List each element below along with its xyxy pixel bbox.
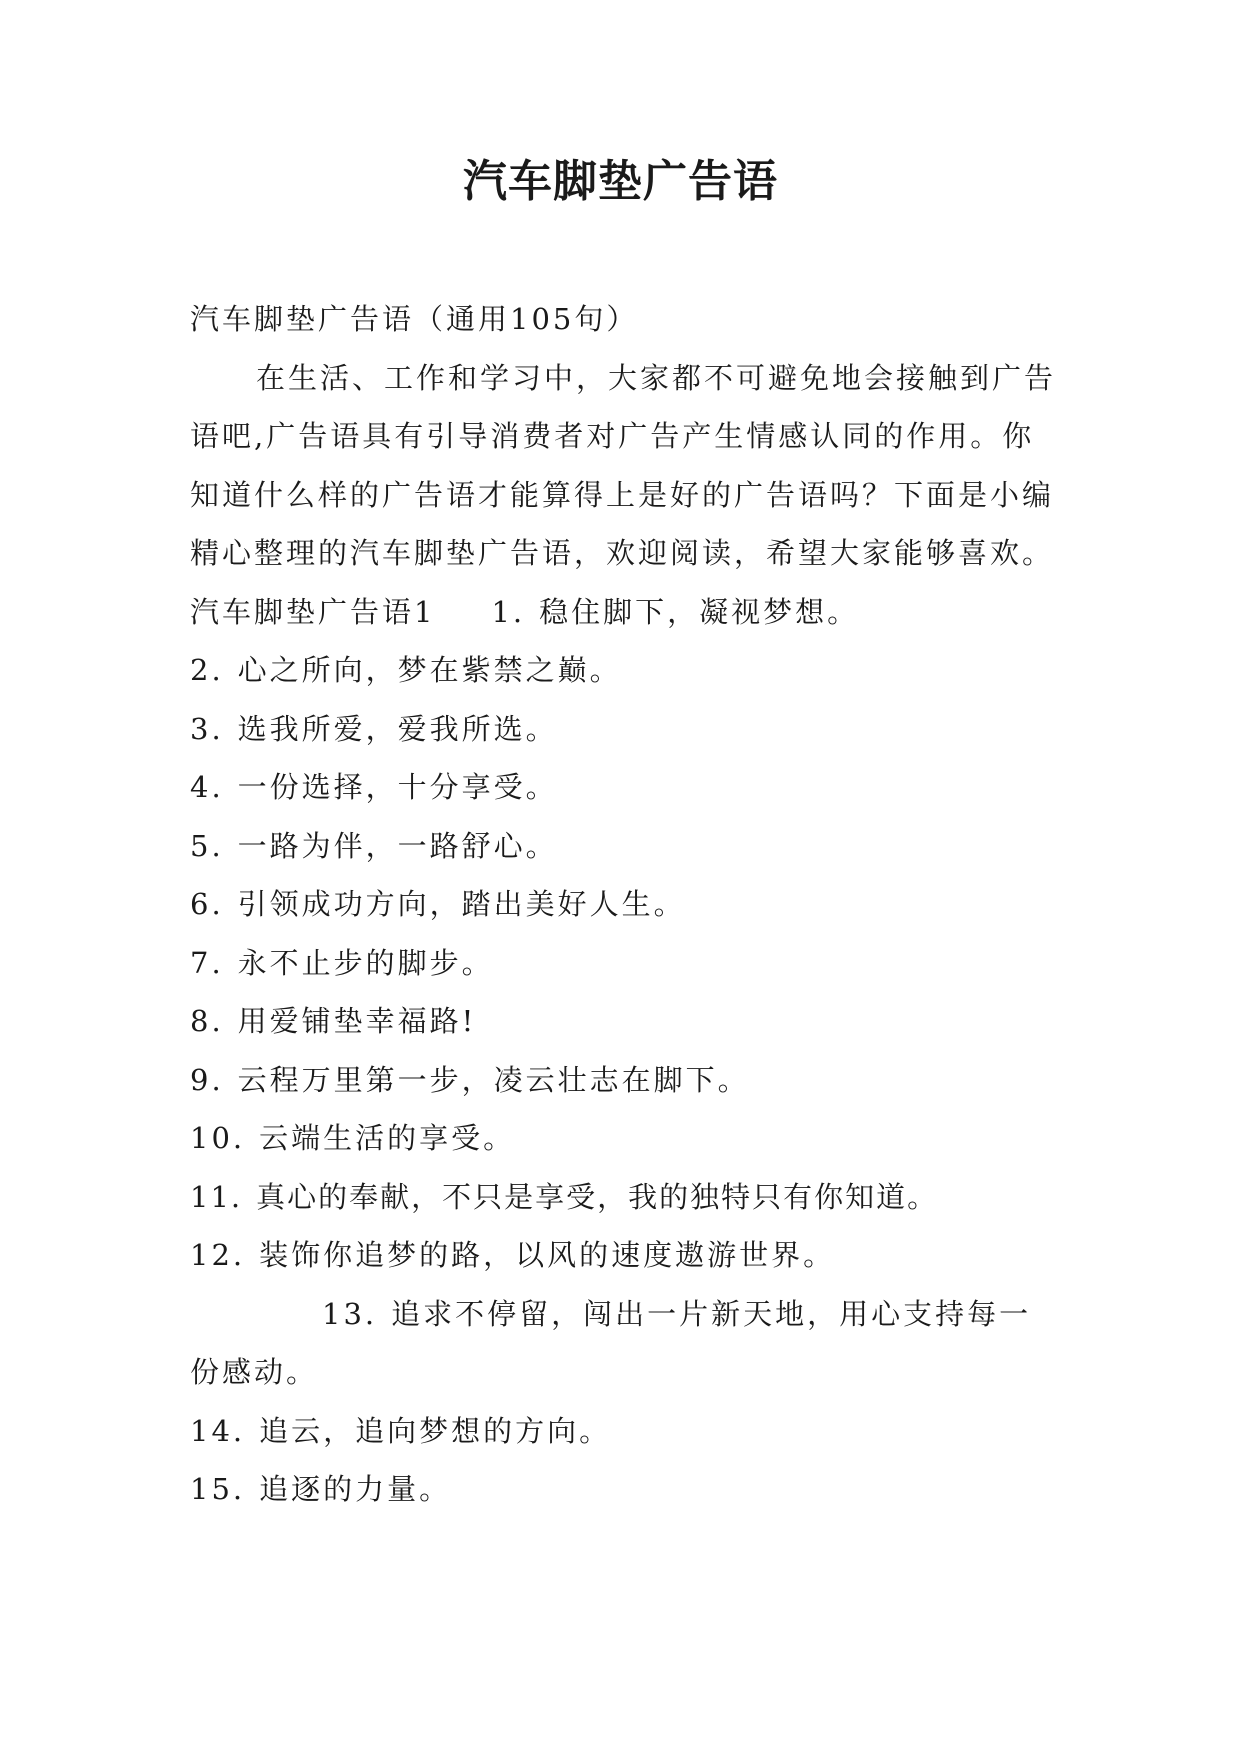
item-text: 追云，追向梦想的方向。 — [259, 1413, 612, 1448]
list-item — [190, 641, 1060, 700]
item-number: 13. — [322, 1296, 378, 1331]
list-item — [190, 700, 1060, 759]
item-text: 稳住脚下，凝视梦想。 — [539, 594, 860, 629]
item-number: 15. — [190, 1472, 246, 1506]
item-number: 6. — [190, 887, 224, 921]
item-number: 11. — [190, 1179, 243, 1214]
list-item — [190, 875, 1060, 934]
item-number: 8. — [190, 1004, 224, 1038]
document-body — [190, 290, 1060, 1519]
item-text: 真心的奉献，不只是享受，我的独特只有你知道。 — [256, 1179, 939, 1214]
item-text: 一份选择，十分享受。 — [237, 770, 558, 804]
item-number: 4. — [190, 770, 224, 804]
item-text: 云程万里第一步，凌云壮志在脚下。 — [237, 1062, 750, 1097]
list-item — [190, 992, 1060, 1051]
list-item — [190, 583, 1060, 642]
item-number: 9. — [190, 1062, 224, 1097]
item-text: 永不止步的脚步。 — [237, 945, 494, 980]
list-item — [190, 758, 1060, 817]
document-title: 汽车脚垫广告语 — [463, 156, 778, 207]
item-number: 1. — [491, 594, 526, 629]
item-number: 2. — [190, 653, 224, 687]
list-item — [190, 817, 1060, 876]
item-text: 一路为伴，一路舒心。 — [237, 828, 558, 863]
item-number: 12. — [190, 1238, 246, 1272]
item-text: 引领成功方向，踏出美好人生。 — [237, 887, 686, 921]
list-item — [190, 1285, 1060, 1402]
section-heading: 汽车脚垫广告语1 — [190, 594, 436, 629]
list-item — [190, 1226, 1060, 1285]
item-text: 追逐的力量。 — [259, 1472, 452, 1506]
document-subtitle: 汽车脚垫广告语（通用105句） — [190, 302, 639, 336]
item-number: 14. — [190, 1413, 246, 1448]
item-text: 装饰你追梦的路，以风的速度遨游世界。 — [259, 1238, 836, 1272]
item-text: 心之所向，梦在紫禁之巅。 — [237, 653, 622, 687]
item-text: 用爱铺垫幸福路! — [237, 1004, 477, 1038]
list-item — [190, 1109, 1060, 1168]
list-item — [190, 1168, 1060, 1227]
list-item — [190, 934, 1060, 993]
list-item — [190, 1051, 1060, 1110]
intro-paragraph: 在生活、工作和学习中，大家都不可避免地会接触到广告语吧,广告语具有引导消费者对广告产生情感认同的作用。你知道什么样的广告语才能算得上是好的广告语吗？下面是小编精心整理的汽车脚垫广告语，欢迎阅读，希望大家能够喜欢。 — [190, 360, 1057, 570]
item-text: 云端生活的享受。 — [259, 1121, 516, 1155]
list-item — [190, 1460, 1060, 1519]
list-item — [190, 1402, 1060, 1461]
item-number: 3. — [190, 711, 224, 746]
item-text: 选我所爱，爱我所选。 — [237, 711, 558, 746]
item-number: 7. — [190, 945, 224, 980]
item-text: 追求不停留，闯出一片新天地，用心支持每一份感动。 — [190, 1296, 1032, 1389]
item-number: 5. — [190, 828, 224, 863]
item-number: 10. — [190, 1121, 246, 1155]
